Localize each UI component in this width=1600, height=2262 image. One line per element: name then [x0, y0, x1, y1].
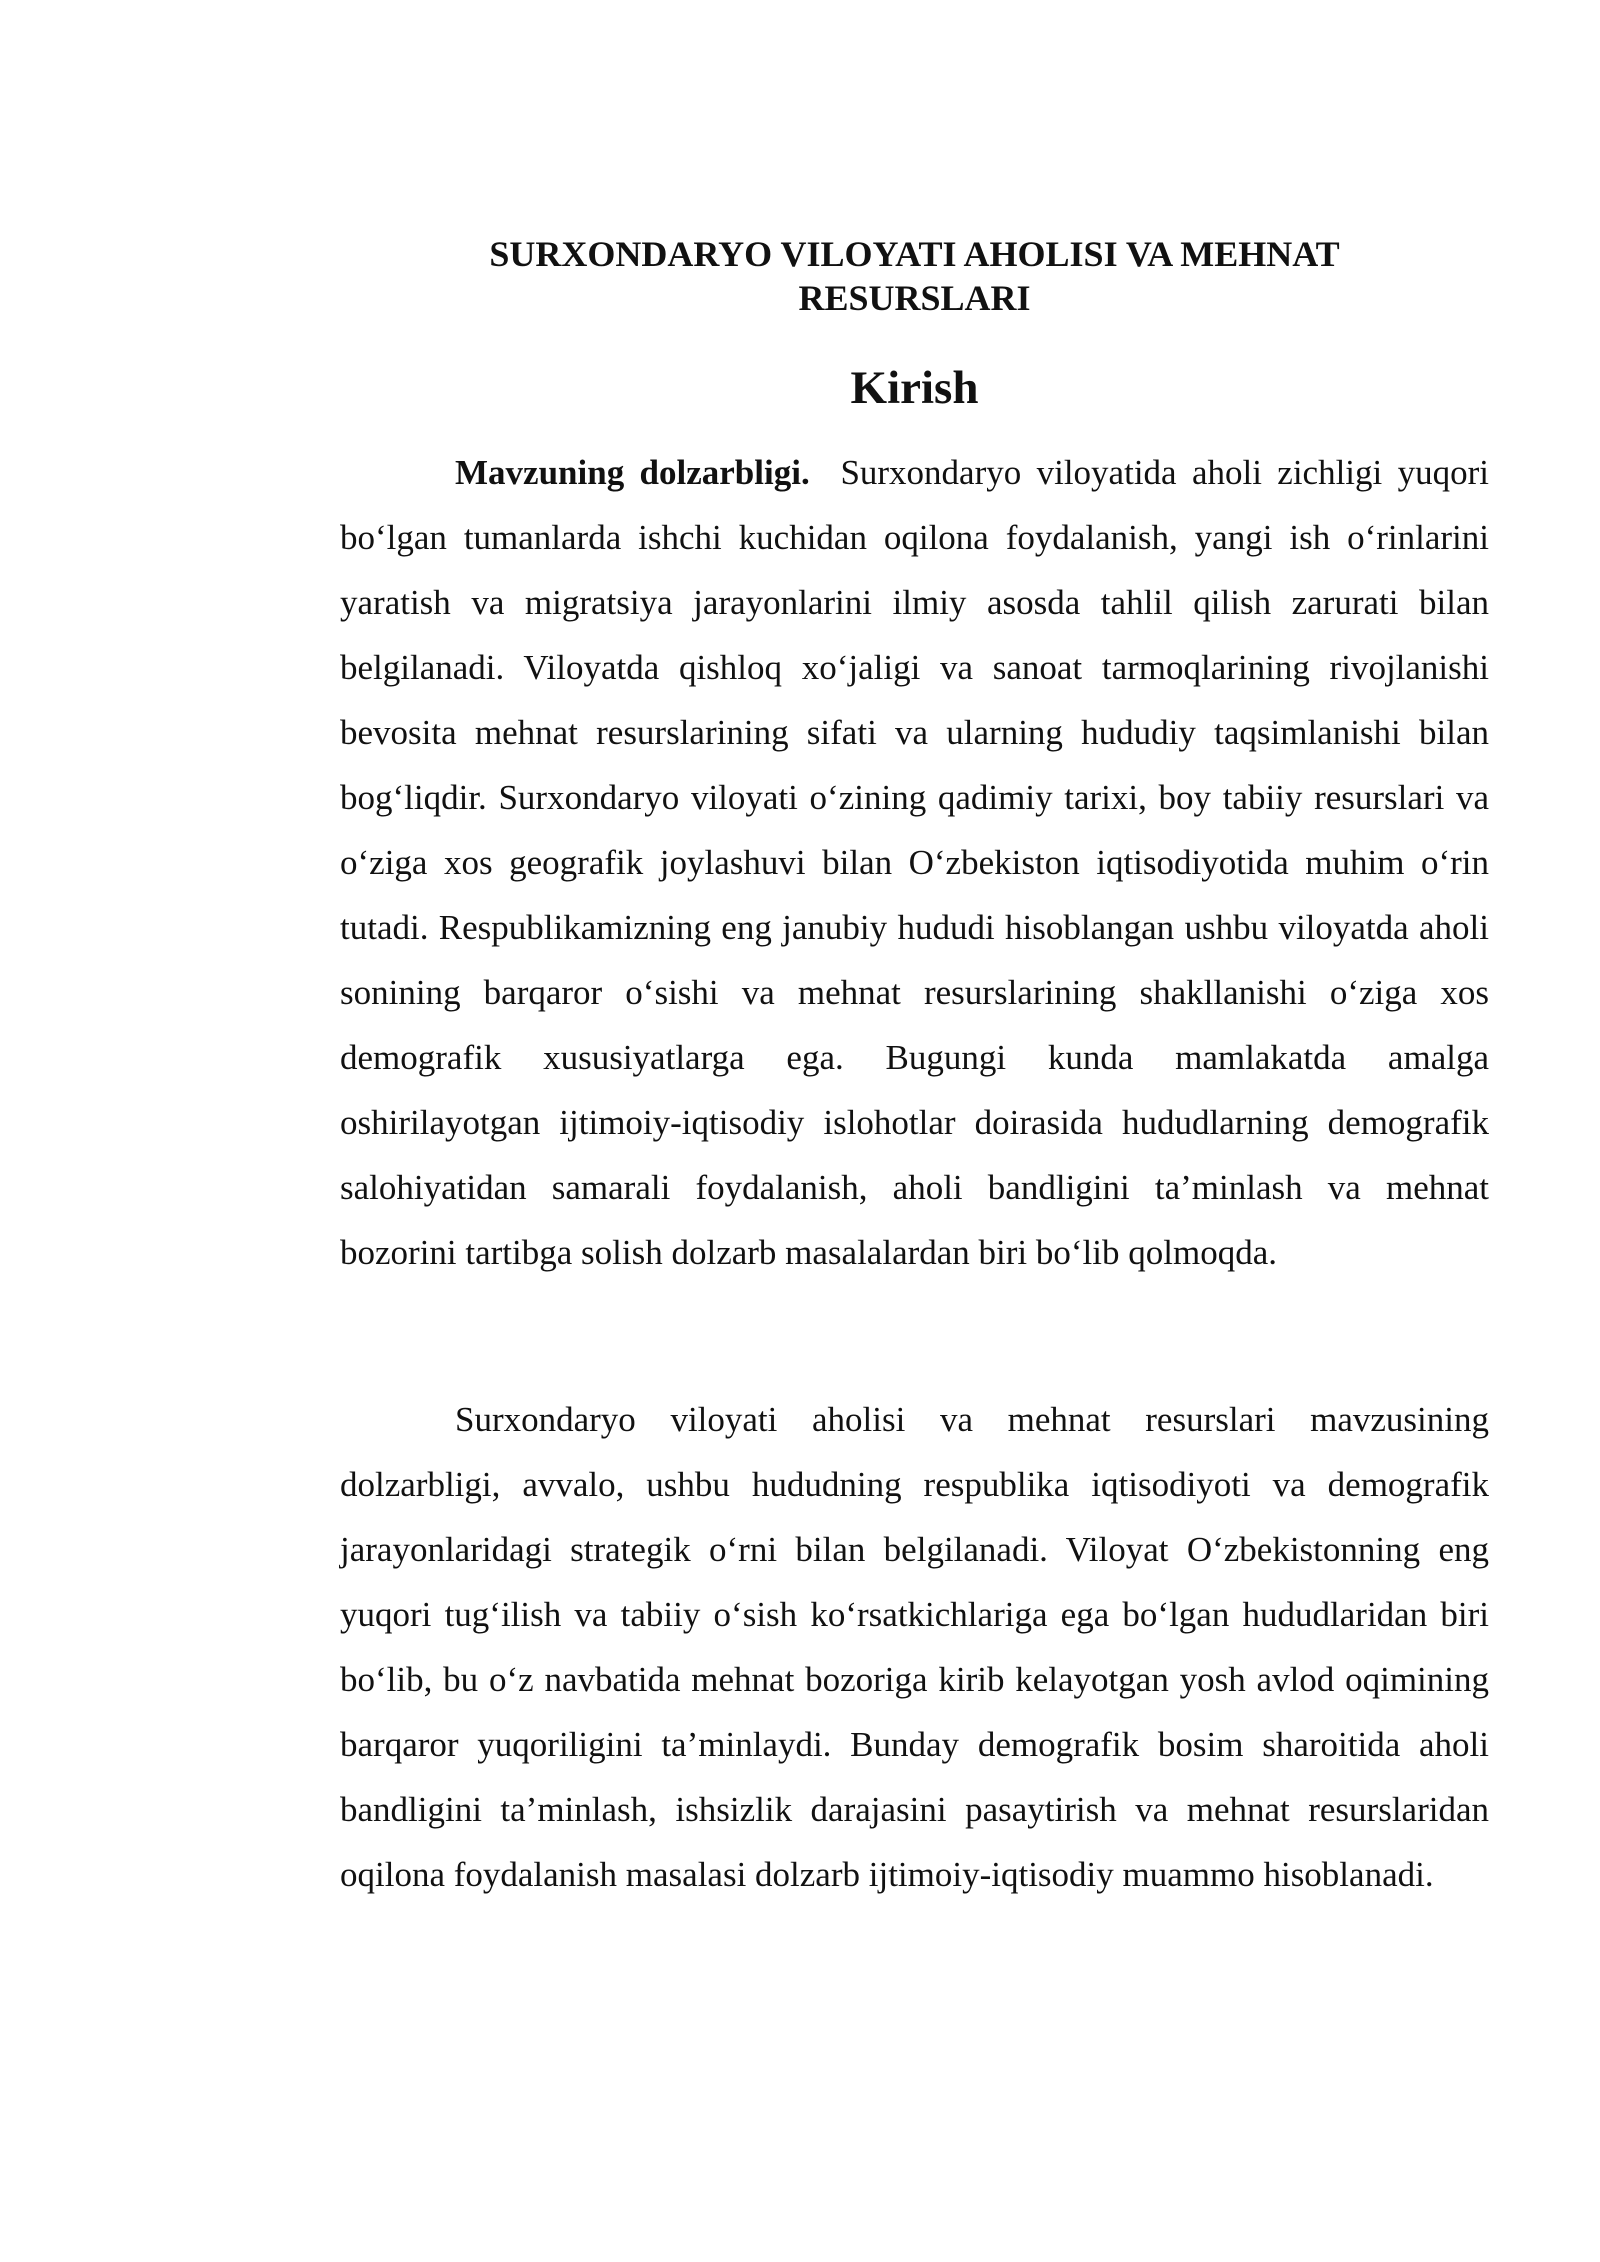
paragraph-relevance: [340, 440, 1489, 1285]
paragraph-topic-importance: [340, 1387, 1489, 1907]
document-title: [340, 232, 1489, 320]
paragraph-lead-phrase: Mavzuning dolzarbligi.: [455, 453, 810, 492]
document-title-line-1: SURXONDARYO VILOYATI AHOLISI VA MEHNAT: [489, 234, 1340, 274]
document-title-line-2: RESURSLARI: [798, 278, 1031, 318]
paragraph-body-text: Surxondaryo viloyati aholisi va mehnat resurslari mavzusining dolzarbligi, avvalo, ushbu hududning respublika iqtisodiyoti va demografik jarayonlaridagi strategik o‘rni bilan belgilanadi. Viloyat O‘zbekistonning eng yuqori tug‘ilish va tabiiy o‘sish ko‘rsatkichlariga ega bo‘lgan hududlaridan biri bo‘lib, bu o‘z navbatida mehnat bozoriga kirib kelayotgan yosh avlod oqimining barqaror yuqoriligini ta’minlaydi. Bunday demografik bosim sharoitida aholi bandligini ta’minlash, ishsizlik darajasini pasaytirish va mehnat resurslaridan oqilona foydalanish masalasi dolzarb ijtimoiy-iqtisodiy muammo hisoblanadi.: [340, 1400, 1489, 1894]
section-heading: Kirish: [850, 362, 979, 414]
paragraph-body-text: Surxondaryo viloyatida aholi zichligi yuqori bo‘lgan tumanlarda ishchi kuchidan oqilona foydalanish, yangi ish o‘rinlarini yaratish va migratsiya jarayonlarini ilmiy asosda tahlil qilish zarurati bilan belgilanadi. Viloyatda qishloq xo‘jaligi va sanoat tarmoqlarining rivojlanishi bevosita mehnat resurslarining sifati va ularning hududiy taqsimlanishi bilan bog‘liqdir. Surxondaryo viloyati o‘zining qadimiy tarixi, boy tabiiy resurslari va o‘ziga xos geografik joylashuvi bilan O‘zbekiston iqtisodiyotida muhim o‘rin tutadi. Respublikamizning eng janubiy hududi hisoblangan ushbu viloyatda aholi sonining barqaror o‘sishi va mehnat resurslarining shakllanishi o‘ziga xos demografik xususiyatlarga ega. Bugungi kunda mamlakatda amalga oshirilayotgan ijtimoiy-iqtisodiy islohotlar doirasida hududlarning demografik salohiyatidan samarali foydalanish, aholi bandligini ta’minlash va mehnat bozorini tartibga solish dolzarb masalalardan biri bo‘lib qolmoqda.: [340, 453, 1489, 1272]
